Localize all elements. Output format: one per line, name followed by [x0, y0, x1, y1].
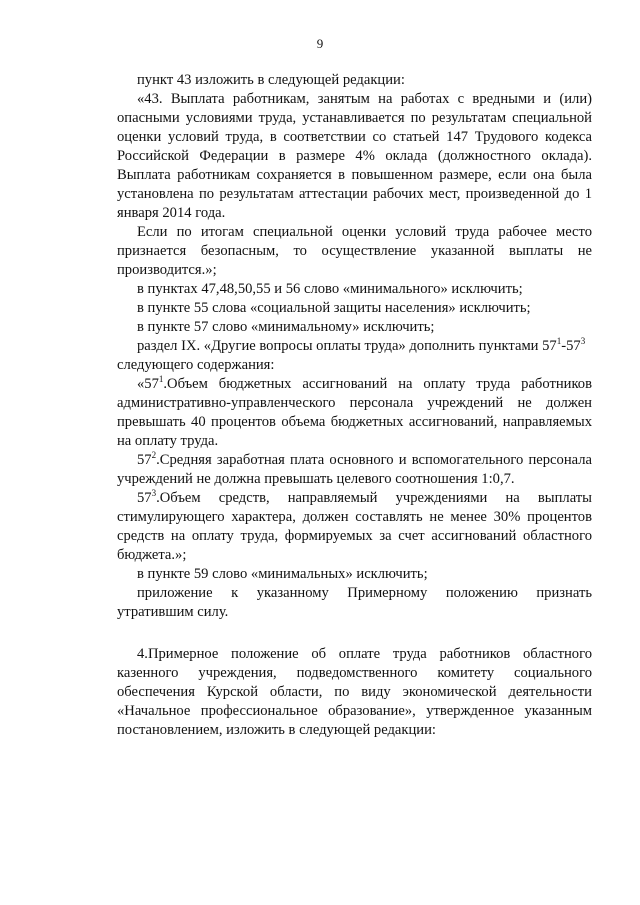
text-fragment: постановлением, изложить в следующей редакции:	[117, 722, 436, 738]
text-line	[137, 224, 592, 241]
text-line	[117, 186, 592, 203]
text-fragment: казенного учреждения, подведомственного комитету социального	[117, 665, 592, 681]
text-fragment: в пункте 55 слова «социальной защиты населения» исключить;	[137, 300, 531, 316]
text-fragment: раздел IX. «Другие вопросы оплаты труда» дополнить пунктами 57	[137, 338, 557, 354]
text-line	[117, 357, 592, 374]
text-line	[137, 452, 592, 469]
text-fragment: приложение к указанному Примерному положению признать	[137, 585, 592, 601]
text-fragment: Если по итогам специальной оценки условий труда рабочее место	[137, 224, 592, 240]
text-line	[117, 665, 592, 682]
superscript: 1	[158, 374, 164, 384]
text-line	[137, 91, 592, 108]
text-fragment: следующего содержания:	[117, 357, 275, 373]
text-line	[137, 585, 592, 602]
text-line	[117, 509, 592, 526]
text-fragment: утратившим силу.	[117, 604, 229, 620]
text-line	[117, 167, 592, 184]
text-fragment: бюджета.»;	[117, 547, 187, 563]
text-fragment: в пункте 59 слово «минимальных» исключить;	[137, 566, 428, 582]
superscript: 1	[556, 336, 562, 346]
text-line	[137, 72, 592, 89]
text-fragment: .Объем бюджетных ассигнований на оплату труда работников	[163, 376, 592, 392]
text-line	[137, 319, 592, 336]
text-line	[117, 547, 592, 564]
text-fragment: «Начальное профессиональное образование», утвержденное указанным	[117, 703, 592, 719]
text-fragment: средств на оплату труда, формируемых за счет ассигнований областного	[117, 528, 592, 544]
text-line	[137, 300, 592, 317]
text-fragment: обеспечения Курской области, по виду экономической деятельности	[117, 684, 592, 700]
text-line	[137, 376, 592, 393]
text-line	[137, 646, 592, 663]
text-fragment: административно-управленческого персонала учреждений не должен	[117, 395, 592, 411]
text-fragment: опасными условиями труда, устанавливается по результатам специальной	[117, 110, 592, 126]
text-line	[117, 471, 592, 488]
text-line	[117, 262, 592, 279]
text-line	[137, 281, 592, 298]
text-line	[117, 433, 592, 450]
text-fragment: -57	[561, 338, 581, 354]
text-fragment: признается безопасным, то осуществление указанной выплаты не	[117, 243, 592, 259]
superscript: 3	[580, 336, 586, 346]
text-fragment: в пункте 57 слово «минимальному» исключить;	[137, 319, 435, 335]
text-fragment: «57	[137, 376, 159, 392]
text-fragment: превышать 40 процентов объема бюджетных ассигнований, направляемых	[117, 414, 592, 430]
text-line	[117, 243, 592, 260]
text-line	[117, 148, 592, 165]
text-fragment: учреждений не должна превышать целевого соотношения 1:0,7.	[117, 471, 515, 487]
page-number: 9	[316, 36, 324, 51]
superscript: 3	[151, 488, 157, 498]
text-fragment: .Объем средств, направляемый учреждениями на выплаты	[156, 490, 592, 506]
text-fragment: в пунктах 47,48,50,55 и 56 слово «минимального» исключить;	[137, 281, 523, 297]
text-fragment: установлена по результатам аттестации рабочих мест, произведенной до 1	[117, 186, 592, 202]
text-line	[117, 604, 592, 621]
text-line	[137, 338, 592, 355]
text-fragment: Выплата работникам сохраняется в повышенном размере, если она была	[117, 167, 592, 183]
text-fragment: 57	[137, 452, 152, 468]
text-line	[117, 722, 592, 739]
text-fragment: .Средняя заработная плата основного и вспомогательного персонала	[156, 452, 592, 468]
text-fragment: Российской Федерации в размере 4% оклада (должностного оклада).	[117, 148, 592, 164]
text-line	[137, 490, 592, 507]
text-fragment: 4.Примерное положение об оплате труда работников областного	[137, 646, 592, 662]
text-fragment: «43. Выплата работникам, занятым на работах с вредными и (или)	[137, 91, 592, 107]
text-fragment: на оплату труда.	[117, 433, 219, 449]
text-line	[117, 703, 592, 720]
text-line	[117, 414, 592, 431]
text-line	[117, 684, 592, 701]
text-line	[137, 566, 592, 583]
text-line	[117, 110, 592, 127]
text-fragment: оценки условий труда, в соответствии со статьей 147 Трудового кодекса	[117, 129, 592, 145]
text-fragment: 57	[137, 490, 152, 506]
superscript: 2	[151, 450, 157, 460]
text-line	[117, 205, 592, 222]
text-fragment: производится.»;	[117, 262, 217, 278]
text-line	[117, 129, 592, 146]
text-fragment: стимулирующего характера, должен составлять не менее 30% процентов	[117, 509, 592, 525]
text-line	[117, 528, 592, 545]
text-fragment: пункт 43 изложить в следующей редакции:	[137, 72, 405, 88]
text-line	[117, 395, 592, 412]
text-fragment: января 2014 года.	[117, 205, 226, 221]
